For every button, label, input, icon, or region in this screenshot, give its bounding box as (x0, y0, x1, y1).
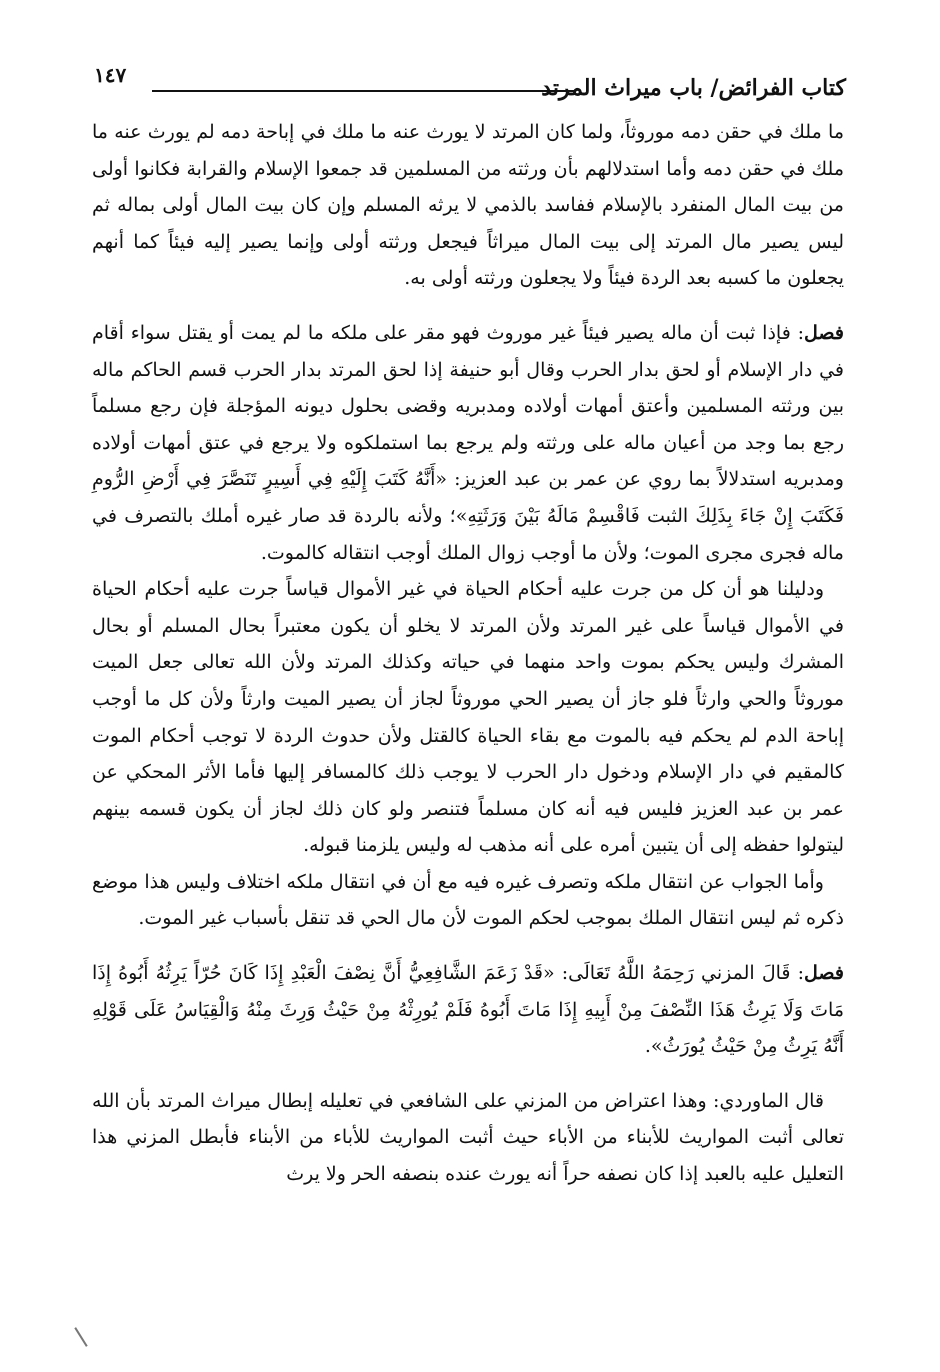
paragraph-6 (92, 1083, 844, 1193)
page-number: ١٤٧ (94, 63, 127, 87)
header-rule (152, 90, 574, 92)
paragraph-4 (92, 864, 844, 937)
paragraph-2-fasl (92, 315, 844, 571)
running-header (92, 62, 846, 102)
chapter-title: كتاب الفرائض/ باب ميراث المرتد (541, 75, 846, 101)
page-body (92, 114, 844, 1193)
paragraph-text: وأما الجواب عن انتقال ملكه وتصرف غيره فيه مع أن في انتقال ملكه اختلاف وليس هذا موضع ذكره ثم ليس انتقال الملك بموجب لحكم الموت لأن مال الحي قد تنقل بأسباب غير الموت. (92, 870, 844, 930)
paragraph-text: قال الماوردي: وهذا اعتراض من المزني على الشافعي في تعليله إبطال ميراث المرتد بأن الله تعالى أثبت المواريث للأبناء من الأباء حيث أثبت المواريث للأباء من الأبناء فأبطل المزني هذا التعليل عليه بالعبد إذا كان نصفه حراً أنه يورث عنده بنصفه الحر ولا يرث (92, 1089, 844, 1186)
paragraph-text: ما ملك في حقن دمه موروثاً، ولما كان المرتد لا يورث عنه ما ملك في إباحة دمه لم يورث عنه ما ملك في حقن دمه وأما استدلالهم بأن ورثته من المسلمين قد جمعوا الإسلام والقرابة فكانوا أولى من بيت المال المنفرد بالإسلام ففاسد بالذمي لا يرثه المسلم وإن كان بيت المال أولى بماله ثم ليس يصير مال المرتد إلى بيت المال ميراثاً فيجعل ورثته أولى وإنما يصير إليه فيئاً كما أنهم يجعلون ما كسبه بعد الردة فيئاً ولا يجعلون ورثته أولى به. (92, 121, 844, 290)
section-label: فصل (804, 321, 844, 344)
paragraph-3 (92, 571, 844, 864)
section-label: فصل (804, 962, 844, 985)
paragraph-text: : قَالَ المزني رَحِمَهُ اللَّهُ تَعَالَى: «قَدْ زَعَمَ الشَّافِعِيُّ أَنَّ نِصْفَ الْعَبْدِ إِذَا كَانَ حُرّاً يَرِثُهُ أَبُوهُ إِذَا مَاتَ وَلَا يَرِثُ هَذَا النِّصْفَ مِنْ أَبِيهِ إِذَا مَاتَ أَبُوهُ فَلَمْ يُورِثْهُ مِنْ حَيْثُ وَرِثَ مِنْهُ وَالْقِيَاسُ عَلَى قَوْلِهِ أَنَّهُ يَرِثُ مِنْ حَيْثُ يُورَثُ». (92, 962, 844, 1058)
scan-mark (74, 1327, 87, 1347)
paragraph-5-fasl (92, 955, 844, 1065)
paragraph-text: ودليلنا هو أن كل من جرت عليه أحكام الحياة في غير الأموال قياساً جرت عليه أحكام الحياة في الأموال قياساً على غير المرتد ولأن المرتد لا يخلو أن يكون معتبراً بحال المسلم أو بحال المشرك وليس يحكم بموت واحد منهما في حياته وكذلك المرتد ولأن الله تعالى جعل الميت موروثاً والحي وارثاً فلو جاز أن يصير الحي موروثاً لجاز أن يصير الميت وارثاً ولأن كل ما أوجب إباحة الدم لم يحكم فيه بالموت مع بقاء الحياة كالقتل ولأن حدوث الردة لا توجب أحكام الموت كالمقيم في دار الإسلام ودخول دار الحرب لا يوجب ذلك كالمسافر إليها فأما الأثر المحكي عن عمر بن عبد العزيز فليس فيه أنه كان مسلماً فتنصر ولو كان ذلك لجاز أن يكون قسمه بينهم ليتولوا حفظه إلى أن يتبين أمره على أنه مذهب له وليس يلزمنا قبوله. (92, 578, 844, 857)
paragraph-text: : فإذا ثبت أن ماله يصير فيئاً غير موروث فهو مقر على ملكه ما لم يمت أو يقتل سواء أقام في دار الإسلام أو لحق بدار الحرب وقال أبو حنيفة إذا لحق المرتد بدار الحرب قسم الحاكم ماله بين ورثته المسلمين وأعتق أمهات أولاده ومدبريه وقضى بحلول ديونه المؤجلة فإن رجع مسلماً رجع بما وجد من أعيان ماله على ورثته ولم يرجع بما استملكوه ولا يرجع في عتق أمهات أولاده ومدبريه استدلالاً بما روي عن عمر بن عبد العزيز: «أَنَّهُ كَتَبَ إِلَيْهِ فِي أَسِيرٍ تَنَصَّرَ فِي أَرْضِ الرُّومِ فَكَتَبَ إِنْ جَاءَ بِذَلِكَ الثبت فَاقْسِمْ مَالَهُ بَيْنَ وَرَثَتِهِ»؛ ولأنه بالردة قد صار غيره أملك بالتصرف في ماله فجرى مجرى الموت؛ ولأن ما أوجب زوال الملك أوجب انتقاله كالموت. (92, 321, 844, 564)
paragraph-1 (92, 114, 844, 297)
